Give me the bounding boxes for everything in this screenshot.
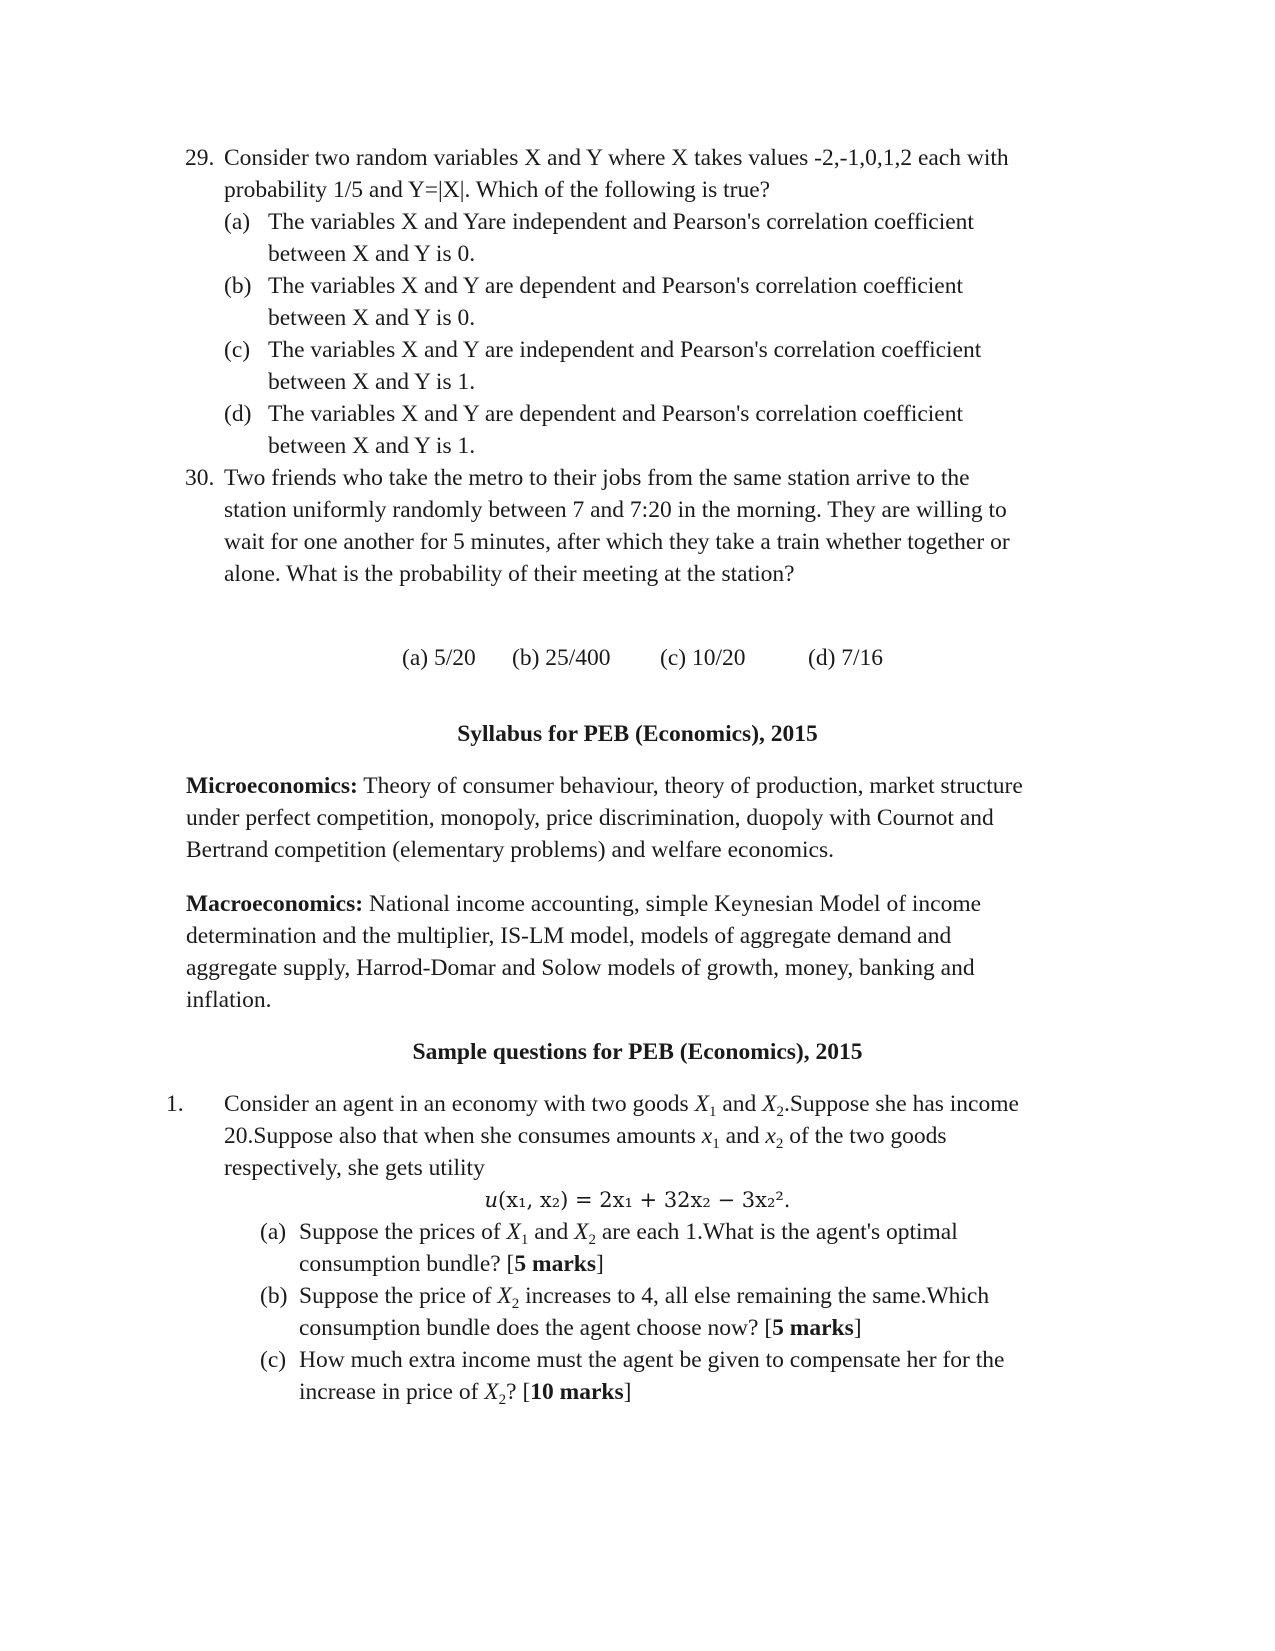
part-label: (b) [260, 1283, 288, 1309]
choice: (d) 7/16 [808, 645, 884, 671]
syllabus-heading: Syllabus for PEB (Economics), 2015 [457, 721, 818, 747]
question-number: 1. [166, 1091, 184, 1117]
option-text: between X and Y is 1. [268, 433, 476, 459]
subscript: 2 [511, 1296, 520, 1312]
option-text: The variables X and Y are dependent and Pearson's correlation coefficient [268, 401, 964, 427]
paragraph-line: under perfect competition, monopoly, price discrimination, duopoly with Cournot and [186, 805, 994, 831]
subscript: 1 [712, 1136, 720, 1152]
text: and [528, 1219, 575, 1245]
question-stem-line [224, 1120, 1084, 1152]
formula-body: (x₁, x₂) = 2x₁ + 32x₂ − 3x₂². [498, 1188, 791, 1212]
option-text: The variables X and Y are dependent and Pearson's correlation coefficient [268, 273, 964, 299]
variable: X [574, 1219, 589, 1245]
choice: (b) 25/400 [512, 645, 611, 671]
text: increases to 4, all else remaining the same.Which [519, 1283, 990, 1309]
option-text: between X and Y is 1. [268, 369, 476, 395]
part-text-line [299, 1248, 1084, 1280]
option-text: The variables X and Yare independent and Pearson's correlation coefficient [268, 209, 974, 235]
option-text: between X and Y is 0. [268, 305, 476, 331]
variable: x [701, 1123, 713, 1149]
question-stem-line: probability 1/5 and Y=|X|. Which of the following is true? [224, 177, 771, 203]
option-label: (c) [224, 337, 251, 363]
question-number: 29. [185, 145, 215, 171]
variable: X [484, 1379, 499, 1405]
text: ] [853, 1315, 862, 1341]
paragraph-text: National income accounting, simple Keynesian Model of income [363, 891, 982, 917]
subscript: 2 [498, 1392, 507, 1408]
text: and [716, 1091, 763, 1117]
text: consumption bundle? [ [299, 1251, 515, 1277]
paragraph-text: Theory of consumer behaviour, theory of production, market structure [357, 773, 1023, 799]
choice: (c) 10/20 [660, 645, 746, 671]
formula-function: u [484, 1188, 499, 1212]
marks: 10 marks [530, 1379, 624, 1405]
macroeconomics-label: Macroeconomics: [186, 891, 364, 917]
variable: X [694, 1091, 709, 1117]
paragraph-line: determination and the multiplier, IS-LM model, models of aggregate demand and [186, 923, 952, 949]
microeconomics-label: Microeconomics: [186, 773, 358, 799]
paragraph-line [186, 888, 1086, 920]
text: increase in price of [299, 1379, 485, 1405]
subscript: 1 [520, 1232, 529, 1248]
option-label: (b) [224, 273, 252, 299]
paragraph-line: aggregate supply, Harrod-Domar and Solow models of growth, money, banking and [186, 955, 975, 981]
text: are each 1.What is the agent's optimal [595, 1219, 958, 1245]
option-text: between X and Y is 0. [268, 241, 476, 267]
paragraph-line: Bertrand competition (elementary problems) and welfare economics. [186, 837, 834, 863]
part-text-line [299, 1312, 1084, 1344]
part-label: (c) [260, 1347, 287, 1373]
text: consumption bundle does the agent choose now? [ [299, 1315, 773, 1341]
subscript: 2 [588, 1232, 596, 1248]
utility-formula [0, 1184, 1275, 1216]
question-stem-line: Consider two random variables X and Y where X takes values -2,-1,0,1,2 each with [224, 145, 1009, 171]
part-text-line: How much extra income must the agent be given to compensate her for the [299, 1347, 1005, 1373]
variable: x [765, 1123, 776, 1149]
question-stem-line: station uniformly randomly between 7 and 7:20 in the morning. They are willing to [224, 497, 1007, 523]
text: 20.Suppose also that when she consumes amounts [224, 1123, 702, 1149]
sample-questions-heading: Sample questions for PEB (Economics), 2015 [412, 1039, 863, 1065]
question-stem-line [224, 1088, 1084, 1120]
variable: X [506, 1219, 521, 1245]
text: .Suppose she has income [783, 1091, 1019, 1117]
marks: 5 marks [514, 1251, 596, 1277]
question-stem-line: wait for one another for 5 minutes, after which they take a train whether together or [224, 529, 1010, 555]
option-label: (a) [224, 209, 251, 235]
variable: X [762, 1091, 777, 1117]
part-label: (a) [260, 1219, 287, 1245]
choice: (a) 5/20 [402, 645, 476, 671]
part-text-line [299, 1376, 1084, 1408]
paragraph-line [186, 770, 1086, 802]
text: and [719, 1123, 766, 1149]
text: ? [ [506, 1379, 531, 1405]
question-stem-line: alone. What is the probability of their meeting at the station? [224, 561, 795, 587]
part-text-line [299, 1280, 1084, 1312]
variable: X [497, 1283, 512, 1309]
text: Suppose the prices of [299, 1219, 507, 1245]
text: Consider an agent in an economy with two goods [224, 1091, 695, 1117]
text: Suppose the price of [299, 1283, 498, 1309]
text: ] [623, 1379, 632, 1405]
question-stem-line: respectively, she gets utility [224, 1155, 485, 1181]
paragraph-line: inflation. [186, 987, 272, 1013]
text: ] [596, 1251, 604, 1277]
subscript: 1 [708, 1104, 717, 1120]
part-text-line [299, 1216, 1084, 1248]
subscript: 2 [776, 1104, 784, 1120]
marks: 5 marks [772, 1315, 854, 1341]
question-stem-line: Two friends who take the metro to their jobs from the same station arrive to the [224, 465, 970, 491]
option-text: The variables X and Y are independent and Pearson's correlation coefficient [268, 337, 982, 363]
option-label: (d) [224, 401, 252, 427]
text: of the two goods [783, 1123, 947, 1149]
question-number: 30. [185, 465, 215, 491]
subscript: 2 [775, 1136, 784, 1152]
